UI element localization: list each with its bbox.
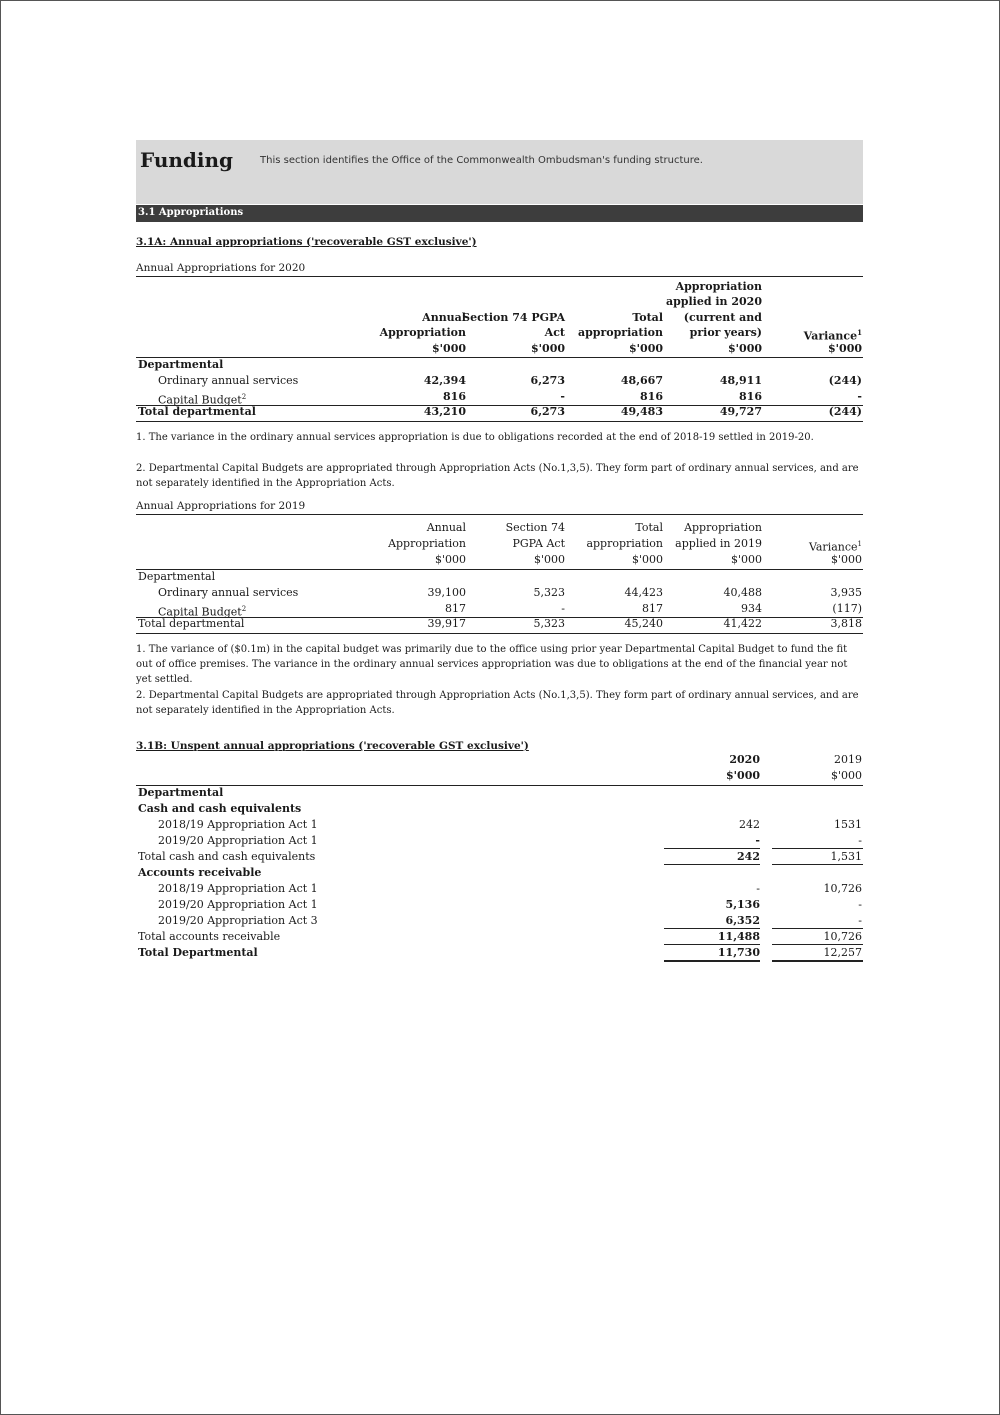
table-cell: 816 [640, 390, 663, 403]
col-header-variance [809, 537, 862, 555]
total-rule [664, 848, 760, 849]
footnote-ref: 1 [857, 328, 862, 337]
subheading-2019: Annual Appropriations for 2019 [136, 500, 306, 512]
group-label: Departmental [138, 358, 224, 371]
table-cell: 817 [642, 602, 663, 615]
total-rule [664, 928, 760, 929]
table-cell: 816 [739, 390, 762, 403]
table-cell: 816 [443, 390, 466, 403]
footnote: 1. The variance in the ordinary annual services appropriation is due to obligations recorded at the end of 2018-19 settled in 2019-20. [136, 432, 814, 443]
row-label: Total departmental [138, 405, 256, 418]
table-cell: 12,257 [823, 946, 862, 959]
total-rule [772, 960, 863, 962]
table-cell: 45,240 [624, 617, 663, 630]
table-cell: 11,730 [717, 946, 760, 959]
table-cell: 48,667 [620, 374, 663, 387]
table-cell: 6,352 [725, 914, 760, 927]
page-title: Funding [140, 148, 234, 172]
row-label: Accounts receivable [138, 866, 262, 879]
table-cell: 10,726 [823, 930, 862, 943]
table-cell: 49,727 [719, 405, 762, 418]
row-label: Total Departmental [138, 946, 258, 959]
table-cell: 817 [445, 602, 466, 615]
section-bar [136, 205, 863, 222]
table-cell: - [755, 834, 760, 847]
row-label: 2019/20 Appropriation Act 1 [158, 898, 318, 911]
col-header: Act [544, 326, 565, 339]
col-header: (current and [683, 311, 762, 324]
col-header: Section 74 [505, 521, 565, 534]
group-label: Departmental [138, 570, 216, 583]
table-cell: (244) [828, 405, 862, 418]
section-bar-label: 3.1 Appropriations [138, 207, 244, 218]
table-rule [136, 569, 863, 570]
col-header: $'000 [728, 342, 762, 355]
total-rule [664, 960, 760, 962]
col-header: Variance [808, 540, 858, 554]
col-header: Annual [422, 311, 466, 324]
table-cell: 6,273 [530, 374, 565, 387]
heading-3-1a: 3.1A: Annual appropriations ('recoverable GST exclusive') [136, 236, 477, 248]
col-header: $'000 [830, 553, 862, 566]
table-cell: 39,100 [427, 586, 466, 599]
footnote-ref: 2 [241, 393, 247, 401]
col-header: Total [632, 311, 663, 324]
col-header: Appropriation [684, 521, 762, 534]
row-label: 2018/19 Appropriation Act 1 [158, 818, 318, 831]
table-cell: 6,273 [530, 405, 565, 418]
section-description: This section identifies the Office of the Commonwealth Ombudsman's funding structure. [260, 155, 703, 166]
table-rule [136, 785, 863, 786]
col-header: applied in 2020 [665, 295, 762, 308]
row-label: Cash and cash equivalents [138, 802, 302, 815]
table-cell: 43,210 [423, 405, 466, 418]
subheading-2020: Annual Appropriations for 2020 [136, 262, 306, 274]
heading-3-1b: 3.1B: Unspent annual appropriations ('recoverable GST exclusive') [136, 740, 529, 752]
row-label: Total departmental [138, 617, 245, 630]
col-header: appropriation [586, 537, 663, 550]
col-header: Total [635, 521, 663, 534]
col-header-unit: $'000 [726, 769, 760, 782]
row-label: 2019/20 Appropriation Act 1 [158, 834, 318, 847]
col-header: $'000 [629, 342, 663, 355]
row-label: Ordinary annual services [158, 586, 299, 599]
table-cell: 10,726 [823, 882, 862, 895]
col-header-variance [804, 326, 862, 344]
col-header: PGPA Act [512, 537, 565, 550]
table-cell: 42,394 [423, 374, 466, 387]
col-header: applied in 2019 [675, 537, 762, 550]
col-header: appropriation [577, 326, 663, 339]
col-header: $'000 [730, 553, 762, 566]
row-label: Departmental [138, 786, 224, 799]
table-cell: 934 [741, 602, 762, 615]
col-header: Annual [426, 521, 466, 534]
table-rule [136, 633, 863, 634]
table-cell: (117) [832, 602, 862, 615]
footnote: 2. Departmental Capital Budgets are appropriated through Appropriation Acts (No.1,3,5). They form part of ordinary annual services, and are not separately identified in the Appropriation Acts. [136, 690, 859, 716]
footnote-ref: 2 [241, 605, 247, 613]
footnote: 1. The variance of ($0.1m) in the capital budget was primarily due to the office using prior year Departmental Capital Budget to fund the fit out of office premises. The variance in the ordinary annual services appropriation was due to obligations at the end of the financial year not yet settled. [136, 644, 848, 685]
total-rule [772, 928, 863, 929]
table-cell: 5,323 [533, 586, 565, 599]
col-header-2020: 2020 [729, 753, 760, 766]
table-cell: 1531 [834, 818, 862, 831]
table-rule [136, 357, 863, 358]
section-header [136, 140, 863, 204]
col-header: $'000 [531, 342, 565, 355]
table-cell: 48,911 [719, 374, 762, 387]
table-cell: 49,483 [620, 405, 663, 418]
table-cell: - [858, 914, 862, 927]
footnote: 2. Departmental Capital Budgets are appropriated through Appropriation Acts (No.1,3,5). They form part of ordinary annual services, and are not separately identified in the Appropriation Acts. [136, 463, 859, 489]
table-cell: 3,818 [830, 617, 862, 630]
table-cell: 11,488 [717, 930, 760, 943]
table-cell: 242 [739, 818, 760, 831]
row-label: Ordinary annual services [158, 374, 299, 387]
table-cell: 242 [737, 850, 760, 863]
total-rule [772, 864, 863, 865]
footnote-ref: 1 [857, 540, 862, 548]
total-rule [664, 864, 760, 865]
col-header: $'000 [533, 553, 565, 566]
col-header: $'000 [631, 553, 663, 566]
row-label-text: Capital Budget [158, 605, 242, 619]
col-header: $'000 [432, 342, 466, 355]
table-cell: - [858, 898, 862, 911]
col-header: Appropriation [675, 280, 762, 293]
total-rule [772, 944, 863, 945]
col-header-unit: $'000 [830, 769, 862, 782]
total-rule [664, 944, 760, 945]
table-cell: - [560, 390, 565, 403]
row-label: Total accounts receivable [138, 930, 281, 943]
col-header: Appropriation [379, 326, 466, 339]
col-header-2019: 2019 [834, 753, 862, 766]
col-header: $'000 [434, 553, 466, 566]
row-label: 2018/19 Appropriation Act 1 [158, 882, 318, 895]
table-cell: - [857, 390, 862, 403]
col-header: prior years) [689, 326, 762, 339]
table-cell: 3,935 [830, 586, 862, 599]
table-rule [136, 276, 863, 277]
row-label-text: Capital Budget [158, 393, 242, 407]
table-rule [136, 421, 863, 422]
total-rule [772, 848, 863, 849]
table-cell: - [756, 882, 760, 895]
col-header: Appropriation [388, 537, 466, 550]
table-cell: (244) [828, 374, 862, 387]
table-cell: - [561, 602, 565, 615]
table-cell: 1,531 [830, 850, 862, 863]
table-cell: 41,422 [723, 617, 762, 630]
table-cell: 5,136 [725, 898, 760, 911]
col-header: $'000 [828, 342, 862, 355]
table-cell: 44,423 [624, 586, 663, 599]
row-label: 2019/20 Appropriation Act 3 [158, 914, 318, 927]
row-label: Total cash and cash equivalents [138, 850, 316, 863]
table-cell: 39,917 [427, 617, 466, 630]
table-cell: - [858, 834, 862, 847]
table-cell: 40,488 [723, 586, 762, 599]
table-cell: 5,323 [533, 617, 565, 630]
col-header: Variance [803, 329, 858, 343]
table-rule [136, 514, 863, 515]
col-header: Section 74 PGPA [462, 311, 565, 324]
